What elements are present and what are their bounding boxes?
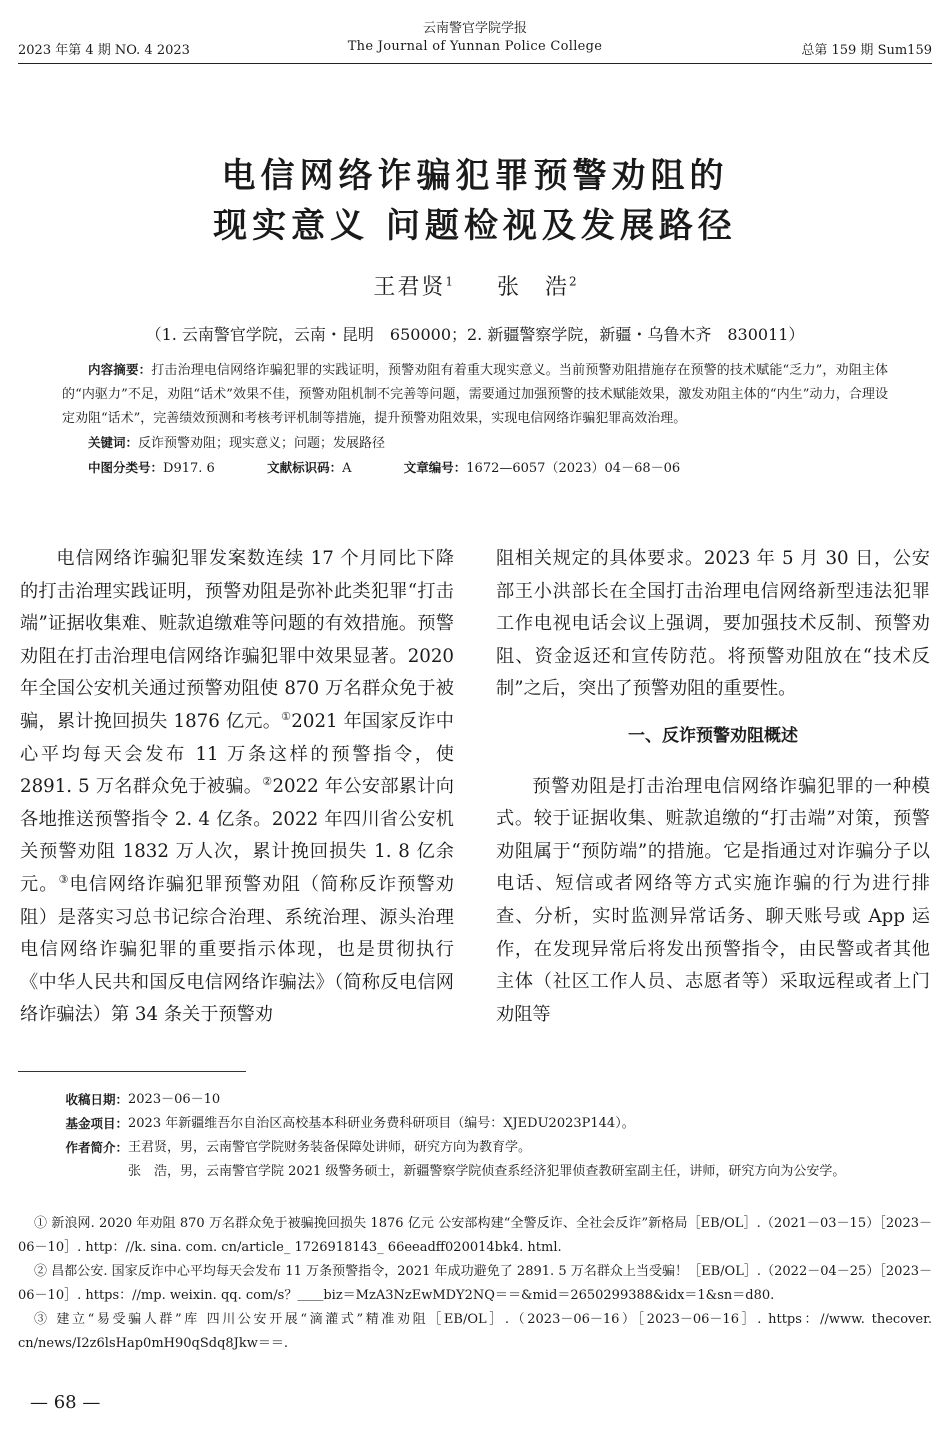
journal-name-cn: 云南警官学院学报 — [422, 21, 527, 36]
clc-label: 中图分类号： — [88, 460, 164, 475]
received-date — [18, 1088, 932, 1112]
article-no-label: 文章编号： — [403, 460, 467, 475]
body-text: 电信网络诈骗犯罪预警劝阻（简称反诈预警劝阻）是落实习总书记综合治理、系统治理、源头治理电信网络诈骗犯罪的重要指示体现，也是贯彻执行《中华人民共和国反电信网络诈骗法》（简称反电信网络诈骗法）第 34 条关于预警劝 — [20, 873, 454, 1026]
title-line-1: 电信网络诈骗犯罪预警劝阻的 — [221, 156, 729, 196]
footnote-mark-1[interactable]: ① — [281, 709, 292, 723]
fund-info — [18, 1112, 932, 1136]
page-number: — 68 — — [30, 1392, 101, 1413]
body-left-column — [20, 543, 454, 1032]
bio-value-2: 张 浩，男，云南警官学院 2021 级警务硕士，新疆警察学院侦查系经济犯罪侦查教研室副主任，讲师，研究方向为公安学。 — [128, 1164, 846, 1179]
affiliation: （1. 云南警官学院，云南・昆明 650000；2. 新疆警察学院，新疆・乌鲁木齐 830011） — [145, 325, 805, 344]
bio-label: 作者简介： — [65, 1140, 128, 1155]
author-1-affil: 1 — [445, 274, 453, 289]
reference-footnotes — [18, 1212, 932, 1356]
abstract-block — [62, 358, 888, 481]
footnote-1: ① 新浪网. 2020 年劝阻 870 万名群众免于被骗挽回损失 1876 亿元 公安部构建“全警反诈、全社会反诈”新格局［EB/OL］.（2021－03－15）［2023－06－10］. http：//k. sina. com. cn/article_ 1726918143_ 66eeadff020014bk4. html. — [18, 1216, 932, 1255]
author-1: 王君贤 — [373, 275, 446, 300]
body-paragraph: 预警劝阻是打击治理电信网络诈骗犯罪的一种模式。较于证据收集、赃款追缴的“打击端”对策，预警劝阻属于“预防端”的措施。它是指通过对诈骗分子以电话、短信或者网络等方式实施诈骗的行为进行排查、分析，实时监测异常话务、聊天账号或 App 运作，在发现异常后将发出预警指令，由民警或者其他主体（社区工作人员、志愿者等）采取远程或者上门劝阻等 — [496, 775, 930, 1025]
bio-value-1: 王君贤，男，云南警官学院财务装备保障处讲师，研究方向为教育学。 — [128, 1140, 532, 1155]
section-heading-1: 一、反诈预警劝阻概述 — [628, 725, 798, 746]
doc-code-label: 文献标识码： — [267, 460, 343, 475]
doc-code-value: A — [342, 461, 352, 476]
article-no-value: 1672—6057（2023）04－68－06 — [466, 461, 681, 476]
keywords — [62, 431, 888, 456]
body-text: 2021 年国家反诈中心平均每天会发布 11 万条这样的预警指令，使 2891. 5 万名群众免于被骗。 — [20, 710, 454, 798]
header-rule — [18, 63, 932, 64]
fund-value: 2023 年新疆维吾尔自治区高校基本科研业务费科研项目（编号：XJEDU2023P144）。 — [128, 1116, 635, 1131]
footnote-mark-3[interactable]: ③ — [58, 872, 70, 886]
author-bio-2 — [18, 1160, 932, 1184]
abstract-text: 打击治理电信网络诈骗犯罪的实践证明，预警劝阻有着重大现实意义。当前预警劝阻措施存在预警的技术赋能“乏力”，劝阻主体的“内驱力”不足，劝阻“话术”效果不佳，预警劝阻机制不完善等问题，需要通过加强预警的技术赋能效果，激发劝阻主体的“内生”动力，合理设定劝阻“话术”，完善绩效预测和考核考评机制等措施，提升预警劝阻效果，实现电信网络诈骗犯罪高效治理。 — [62, 363, 888, 426]
received-value: 2023－06－10 — [128, 1092, 221, 1107]
abstract-label: 内容摘要： — [88, 362, 152, 377]
fund-label: 基金项目： — [65, 1116, 128, 1131]
authors — [0, 270, 950, 301]
classification-line — [62, 456, 888, 481]
keywords-label: 关键词： — [88, 435, 139, 450]
clc-value: D917. 6 — [163, 461, 215, 476]
footnote-3: ③ 建立“易受骗人群”库 四川公安开展“滴灌式”精准劝阻［EB/OL］.（2023－06－16）［2023－06－16］. https：//www. thecover. cn/news/I2z6lsHap0mH90qSdq8Jkw＝＝. — [18, 1312, 932, 1351]
body-right-column — [496, 543, 930, 1031]
body-paragraph — [20, 543, 454, 1032]
keywords-text: 反诈预警劝阻；现实意义；问题；发展路径 — [138, 436, 386, 451]
body-text: 电信网络诈骗犯罪发案数连续 17 个月同比下降的打击治理实践证明，预警劝阻是弥补此类犯罪“打击端”证据收集难、赃款追缴难等问题的有效措施。预警劝阻在打击治理电信网络诈骗犯罪中效果显著。2020 年全国公安机关通过预警劝阻使 870 万名群众免于被骗，累计挽回损失 1876 亿元。 — [20, 548, 454, 732]
issue-total: 总第 159 期 Sum159 — [801, 43, 932, 58]
footnote-rule — [18, 1071, 246, 1072]
title-line-2: 现实意义 问题检视及发展路径 — [213, 206, 737, 246]
article-notes — [18, 1088, 932, 1184]
issue-info: 2023 年第 4 期 NO. 4 2023 — [18, 43, 190, 58]
footnote-mark-2[interactable]: ② — [262, 775, 273, 789]
received-label: 收稿日期： — [65, 1092, 128, 1107]
author-2: 张 浩 — [497, 275, 570, 300]
author-2-affil: 2 — [569, 274, 577, 289]
journal-name-en: The Journal of Yunnan Police College — [347, 39, 603, 54]
author-bio-1 — [18, 1136, 932, 1160]
body-text: 2022 年公安部累计向各地推送预警指令 2. 4 亿条。2022 年四川省公安机关预警劝阻 1832 万人次，累计挽回损失 1. 8 亿余元。 — [20, 776, 454, 895]
body-paragraph: 阻相关规定的具体要求。2023 年 5 月 30 日，公安部王小洪部长在全国打击治理电信网络新型违法犯罪工作电视电话会议上强调，要加强技术反制、预警劝阻、资金返还和宣传防范。将预警劝阻放在“技术反制”之后，突出了预警劝阻的重要性。 — [496, 548, 930, 700]
footnote-2: ② 昌都公安. 国家反诈中心平均每天会发布 11 万条预警指令，2021 年成功避免了 2891. 5 万名群众上当受骗！［EB/OL］.（2022－04－25）［2023－06－10］. https：//mp. weixin. qq. com/s？＿＿biz＝MzA3NzEwMDY2NQ＝＝&mid＝2650299388&idx＝1&sn＝d80. — [18, 1264, 932, 1303]
abstract — [62, 358, 888, 431]
